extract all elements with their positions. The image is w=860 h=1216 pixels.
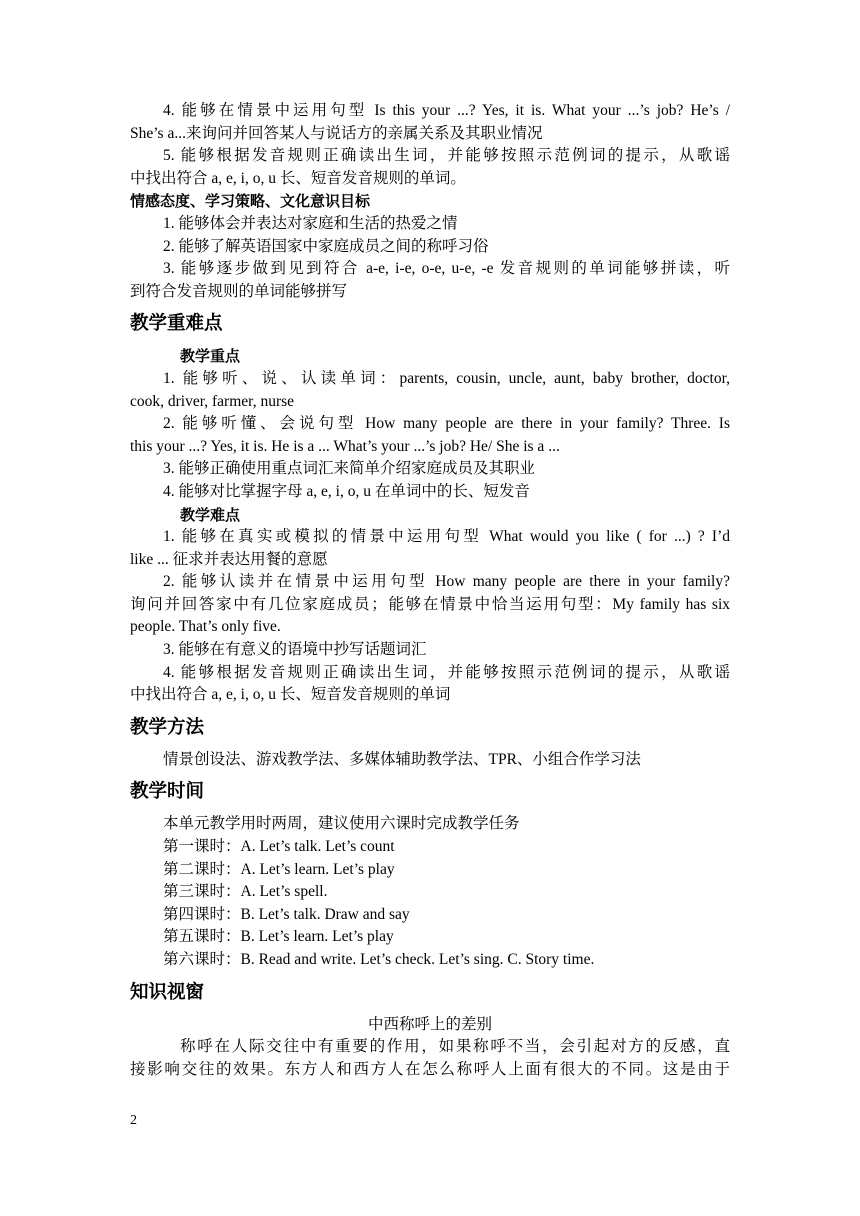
hard-item-2-line-2: 询问并回答家中有几位家庭成员；能够在情景中恰当运用句型：My family has six [130, 595, 730, 613]
objective-item-4-line-2: She’s a...来询问并回答某人与说话方的亲属关系及其职业情况 [130, 124, 543, 142]
hard-points-heading: 教学难点 [180, 505, 241, 524]
section-heading-time: 教学时间 [130, 781, 205, 803]
key-item-1-line-2: cook, driver, farmer, nurse [130, 392, 295, 410]
lesson-item: 第五课时：B. Let’s learn. Let’s play [163, 928, 394, 946]
hard-item-3: 3. 能够在有意义的语境中抄写话题词汇 [163, 641, 427, 659]
affect-item-3-line-1: 3. 能够逐步做到见到符合 a-e, i-e, o-e, u-e, -e 发音规则的单词能够拼读，听 [163, 260, 730, 278]
section-heading-method: 教学方法 [130, 716, 205, 738]
lesson-item: 第四课时：B. Let’s talk. Draw and say [163, 905, 410, 923]
key-points-heading: 教学重点 [180, 347, 241, 366]
objective-item-4-line-1: 4. 能够在情景中运用句型 Is this your ...? Yes, it is. What your ...’s job? He’s / [163, 102, 730, 119]
key-item-2-line-1: 2. 能够听懂、会说句型 How many people are there in your family? Three. Is [163, 415, 730, 433]
affect-goals-heading: 情感态度、学习策略、文化意识目标 [130, 192, 371, 211]
objective-item-5-line-2: 中找出符合 a, e, i, o, u 长、短音发音规则的单词。 [130, 169, 466, 187]
method-text: 情景创设法、游戏教学法、多媒体辅助教学法、TPR、小组合作学习法 [163, 750, 641, 768]
knowledge-paragraph-line-1: 称呼在人际交往中有重要的作用，如果称呼不当，会引起对方的反感，直 [180, 1038, 730, 1056]
key-item-1-line-1: 1. 能够听、说、认读单词：parents, cousin, uncle, aunt, baby brother, doctor, [163, 369, 730, 387]
lesson-item: 第三课时：A. Let’s spell. [163, 883, 328, 901]
hard-item-4-line-2: 中找出符合 a, e, i, o, u 长、短音发音规则的单词 [130, 686, 451, 704]
affect-item: 1. 能够体会并表达对家庭和生活的热爱之情 [163, 214, 458, 232]
hard-item-2-line-3: people. That’s only five. [130, 618, 281, 636]
knowledge-paragraph-line-2: 接影响交往的效果。东方人和西方人在怎么称呼人上面有很大的不同。这是由于 [130, 1060, 730, 1078]
hard-item-2-line-1: 2. 能够认读并在情景中运用句型 How many people are there in your family? [163, 573, 730, 591]
lesson-item: 第一课时：A. Let’s talk. Let’s count [163, 838, 395, 856]
affect-item-3-line-2: 到符合发音规则的单词能够拼写 [130, 282, 348, 300]
objective-item-5-line-1: 5. 能够根据发音规则正确读出生词，并能够按照示范例词的提示，从歌谣 [163, 147, 730, 165]
document-page [130, 100, 730, 1081]
key-item-3: 3. 能够正确使用重点词汇来简单介绍家庭成员及其职业 [163, 460, 536, 478]
key-item-4: 4. 能够对比掌握字母 a, e, i, o, u 在单词中的长、短发音 [163, 482, 530, 500]
section-heading-knowledge: 知识视窗 [130, 981, 205, 1003]
lesson-item: 第二课时：A. Let’s learn. Let’s play [163, 860, 395, 878]
section-heading-difficulty: 教学重难点 [130, 313, 223, 335]
affect-item: 2. 能够了解英语国家中家庭成员之间的称呼习俗 [163, 237, 489, 255]
knowledge-subtitle: 中西称呼上的差别 [367, 1015, 492, 1033]
page-number: 2 [130, 1113, 137, 1128]
hard-item-4-line-1: 4. 能够根据发音规则正确读出生词，并能够按照示范例词的提示，从歌谣 [163, 663, 730, 681]
key-item-2-line-2: this your ...? Yes, it is. He is a ... What’s your ...’s job? He/ She is a ... [130, 437, 560, 455]
time-intro: 本单元教学用时两周，建议使用六课时完成教学任务 [163, 815, 520, 833]
hard-item-1-line-2: like ... 征求并表达用餐的意愿 [130, 550, 328, 568]
lesson-item: 第六课时：B. Read and write. Let’s check. Let’s sing. C. Story time. [163, 951, 595, 968]
hard-item-1-line-1: 1. 能够在真实或模拟的情景中运用句型 What would you like ( for ...) ? I’d [163, 528, 730, 546]
